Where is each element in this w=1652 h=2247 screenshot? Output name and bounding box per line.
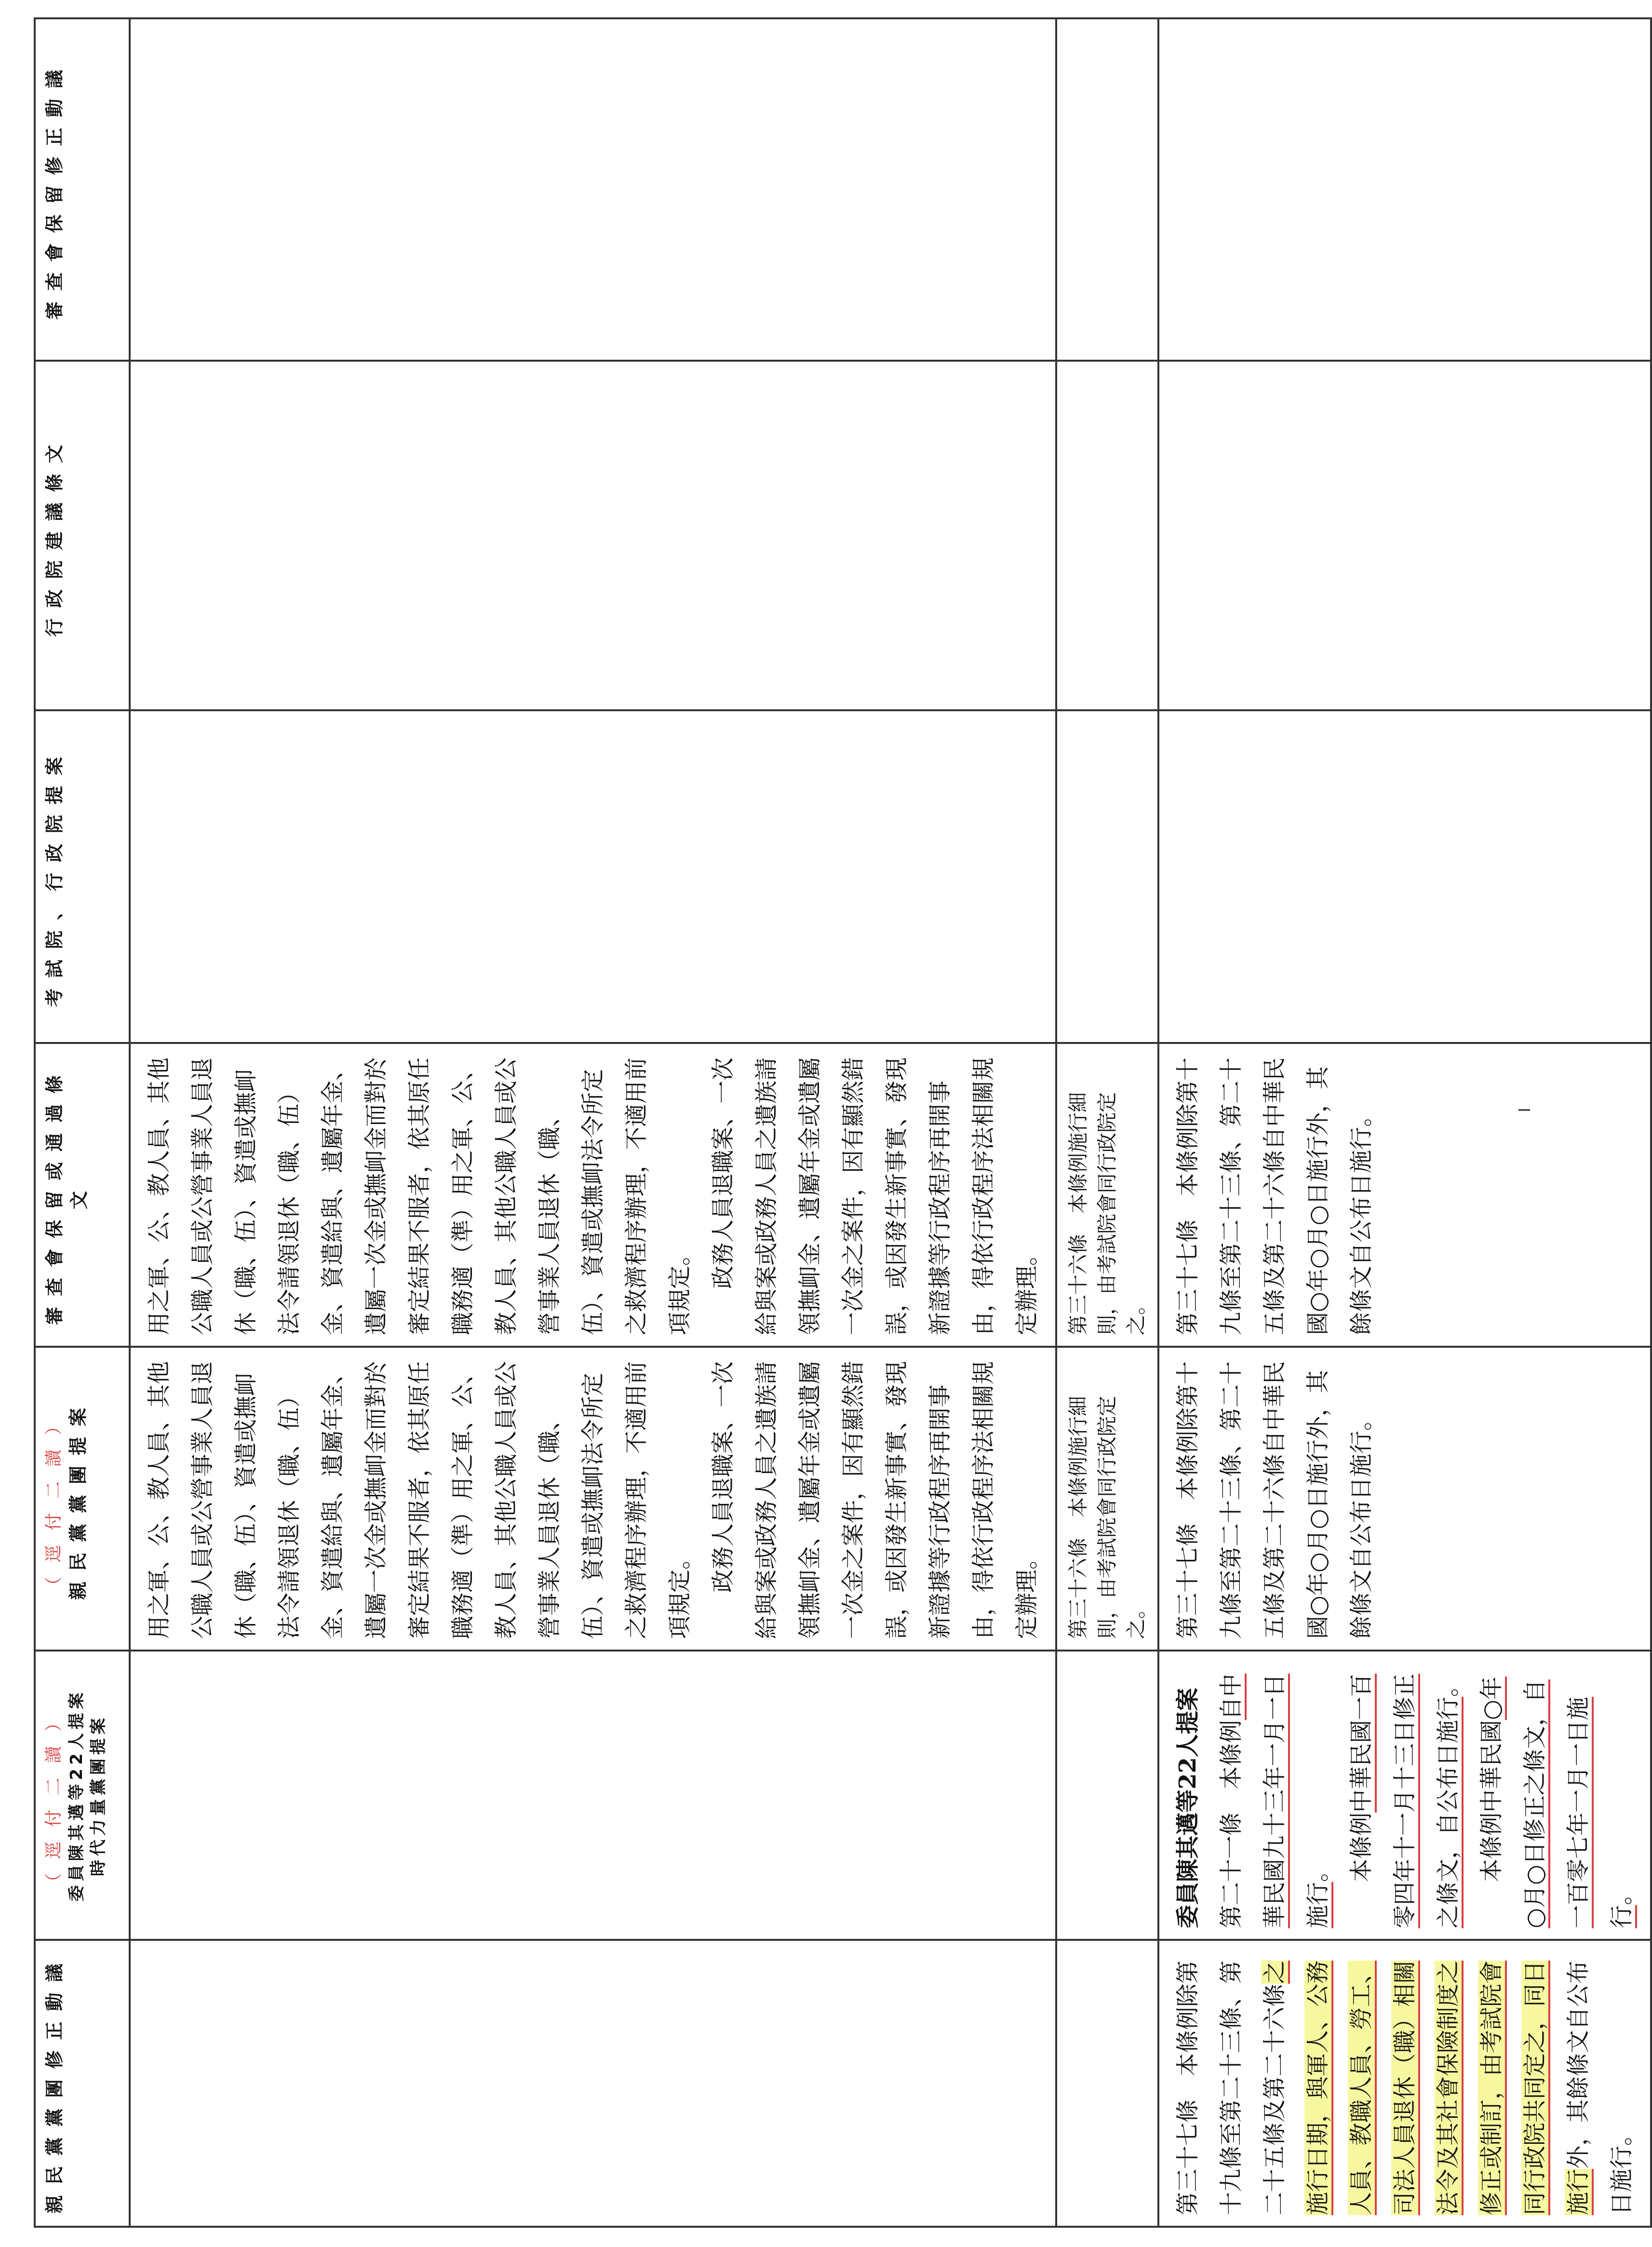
underlined-text: 中華民國一百零四年十一月十三日修正之條文，自公布日施行	[1348, 1674, 1464, 1928]
underlined-text: 自中華民國九十三年一月一日施行	[1218, 1674, 1333, 1928]
text-run: 外，其餘條文自公布日施行。	[1565, 1960, 1635, 2215]
table-row	[1056, 18, 1158, 2227]
table-cell	[1158, 1347, 1651, 1651]
cell-paragraph: 第三十六條 本條例施行細則，由考試院會同行政院定之。	[1066, 1092, 1148, 1335]
header-exam-exec-proposal	[35, 710, 130, 1043]
cell-paragraph	[1340, 1662, 1470, 1928]
highlighted-text: 之施行日期，與軍人、公務人員、教職人員、勞工、司法人員退休（職）相關法令及其社會保險制度之修正或制訂，由考試院會同行政院共同定之，同日施行	[1261, 1961, 1594, 2215]
rotated-page	[34, 19, 1635, 2228]
cell-heading: 委員陳其邁等22人提案	[1174, 1688, 1201, 1928]
cell-paragraph	[1166, 1951, 1643, 2215]
header-chen-chi-mai-proposal	[35, 1651, 130, 1940]
text-run: 。	[1435, 1673, 1462, 1697]
cell-paragraph: 第三十七條 本條例除第十九條至第二十三條、第二十五條及第二十六條自中華民國○年○月○日施行外，其餘條文自公布日施行。	[1174, 1361, 1375, 1639]
underlined-text: ○年○月○日修正之條文，自一百零七年一月一日施行	[1478, 1677, 1637, 1928]
table-cell	[1158, 1651, 1651, 1940]
table-cell	[1056, 1940, 1158, 2227]
cell-paragraph	[1470, 1662, 1643, 1928]
cell-paragraph	[1209, 1662, 1340, 1928]
text-run: 第二十一條 本條例	[1218, 1719, 1245, 1928]
table-cell	[130, 18, 1056, 361]
table-cell	[1056, 361, 1158, 710]
text-run: 第三十七條 本條例除第十九條至第二十三條、第二十五條及第二十六條	[1174, 1960, 1288, 2215]
table-cell	[1056, 1347, 1158, 1651]
header-text: 委員陳其邁等22人提案	[67, 1689, 86, 1902]
table-row	[1158, 18, 1651, 2227]
header-exec-suggestion	[35, 361, 130, 710]
cell-paragraph: 第三十六條 本條例施行細則，由考試院會同行政院定之。	[1066, 1395, 1148, 1639]
cell-paragraph: 用之軍、公、教人員、其他公職人員或公營事業人員退休（職、伍）、資遣或撫卹法令請領退休（職、伍）金、資遣給與、遺屬年金、遺屬一次金或撫卹金而對於審定結果不服者，依其原任職務適（準）用之軍、公、教人員、其他公職人員或公營事業人員退休（職、伍）、資遣或撫卹法令所定之救濟程序辦理，不適用前項規定。	[146, 1057, 693, 1335]
table-cell	[130, 710, 1056, 1043]
table-cell	[130, 361, 1056, 710]
header-note: （逕付二讀）	[44, 1700, 64, 1891]
comparison-table	[34, 17, 1652, 2228]
cell-paragraph: 用之軍、公、教人員、其他公職人員或公營事業人員退休（職、伍）、資遣或撫卹法令請領退休（職、伍）金、資遣給與、遺屬年金、遺屬一次金或撫卹金而對於審定結果不服者，依其原任職務適（準）用之軍、公、教人員、其他公職人員或公營事業人員退休（職、伍）、資遣或撫卹法令所定之救濟程序辦理，不適用前項規定。	[146, 1361, 693, 1639]
text-run: 本條例	[1348, 1812, 1375, 1882]
header-row	[35, 18, 130, 2227]
cell-paragraph: 政務人員退職案、一次給與案或政務人員之遺族請領撫卹金、遺屬年金或遺屬一次金之案件，因有顯然錯誤，或因發生新事實、發現新證據等行政程序再開事由，得依行政程序法相關規定辦理。	[710, 1361, 1040, 1639]
header-text: 親民黨黨團修正動議	[44, 1953, 65, 2214]
table-cell	[1056, 710, 1158, 1043]
text-run: 。	[1304, 1858, 1331, 1882]
table-cell	[130, 1043, 1056, 1347]
table-cell	[130, 1347, 1056, 1651]
table-cell	[1158, 1043, 1651, 1347]
table-cell	[1158, 1940, 1651, 2227]
table-row	[130, 18, 1056, 2227]
header-pfp-caucus-motion	[35, 1940, 130, 2227]
table-cell	[1158, 710, 1651, 1043]
header-pfp-proposal	[35, 1347, 130, 1651]
header-text: 審查會保留修正動議	[44, 59, 65, 320]
header-committee-text	[35, 1043, 130, 1347]
cell-paragraph: 第三十七條 本條例除第十九條至第二十三條、第二十五條及第二十六條自中華民國○年○月○日施行外，其餘條文自公布日施行。	[1174, 1057, 1375, 1335]
header-text: 親民黨黨團提案	[67, 1397, 89, 1600]
scan-mark	[1518, 1109, 1530, 1111]
header-text: 時代力量黨團提案	[89, 1714, 108, 1876]
header-text: 審查會保留或通過條文	[44, 1065, 90, 1326]
header-text: 行政院建議條文	[44, 434, 65, 637]
table-cell	[1158, 361, 1651, 710]
table-cell	[130, 1651, 1056, 1940]
text-run: 。	[1608, 1882, 1635, 1905]
cell-paragraph: 政務人員退職案、一次給與案或政務人員之遺族請領撫卹金、遺屬年金或遺屬一次金之案件，因有顯然錯誤，或因發生新事實、發現新證據等行政程序再開事由，得依行政程序法相關規定辦理。	[710, 1057, 1040, 1335]
table-cell	[1158, 18, 1651, 361]
table-cell	[1056, 1651, 1158, 1940]
header-text: 考試院、行政院提案	[44, 746, 65, 1007]
table-cell	[1056, 18, 1158, 361]
table-cell	[130, 1940, 1056, 2227]
header-committee-motion	[35, 18, 130, 361]
header-note: （逕付二讀）	[44, 1403, 64, 1595]
text-run: 本條例中華民國	[1478, 1719, 1505, 1882]
table-cell	[1056, 1043, 1158, 1347]
